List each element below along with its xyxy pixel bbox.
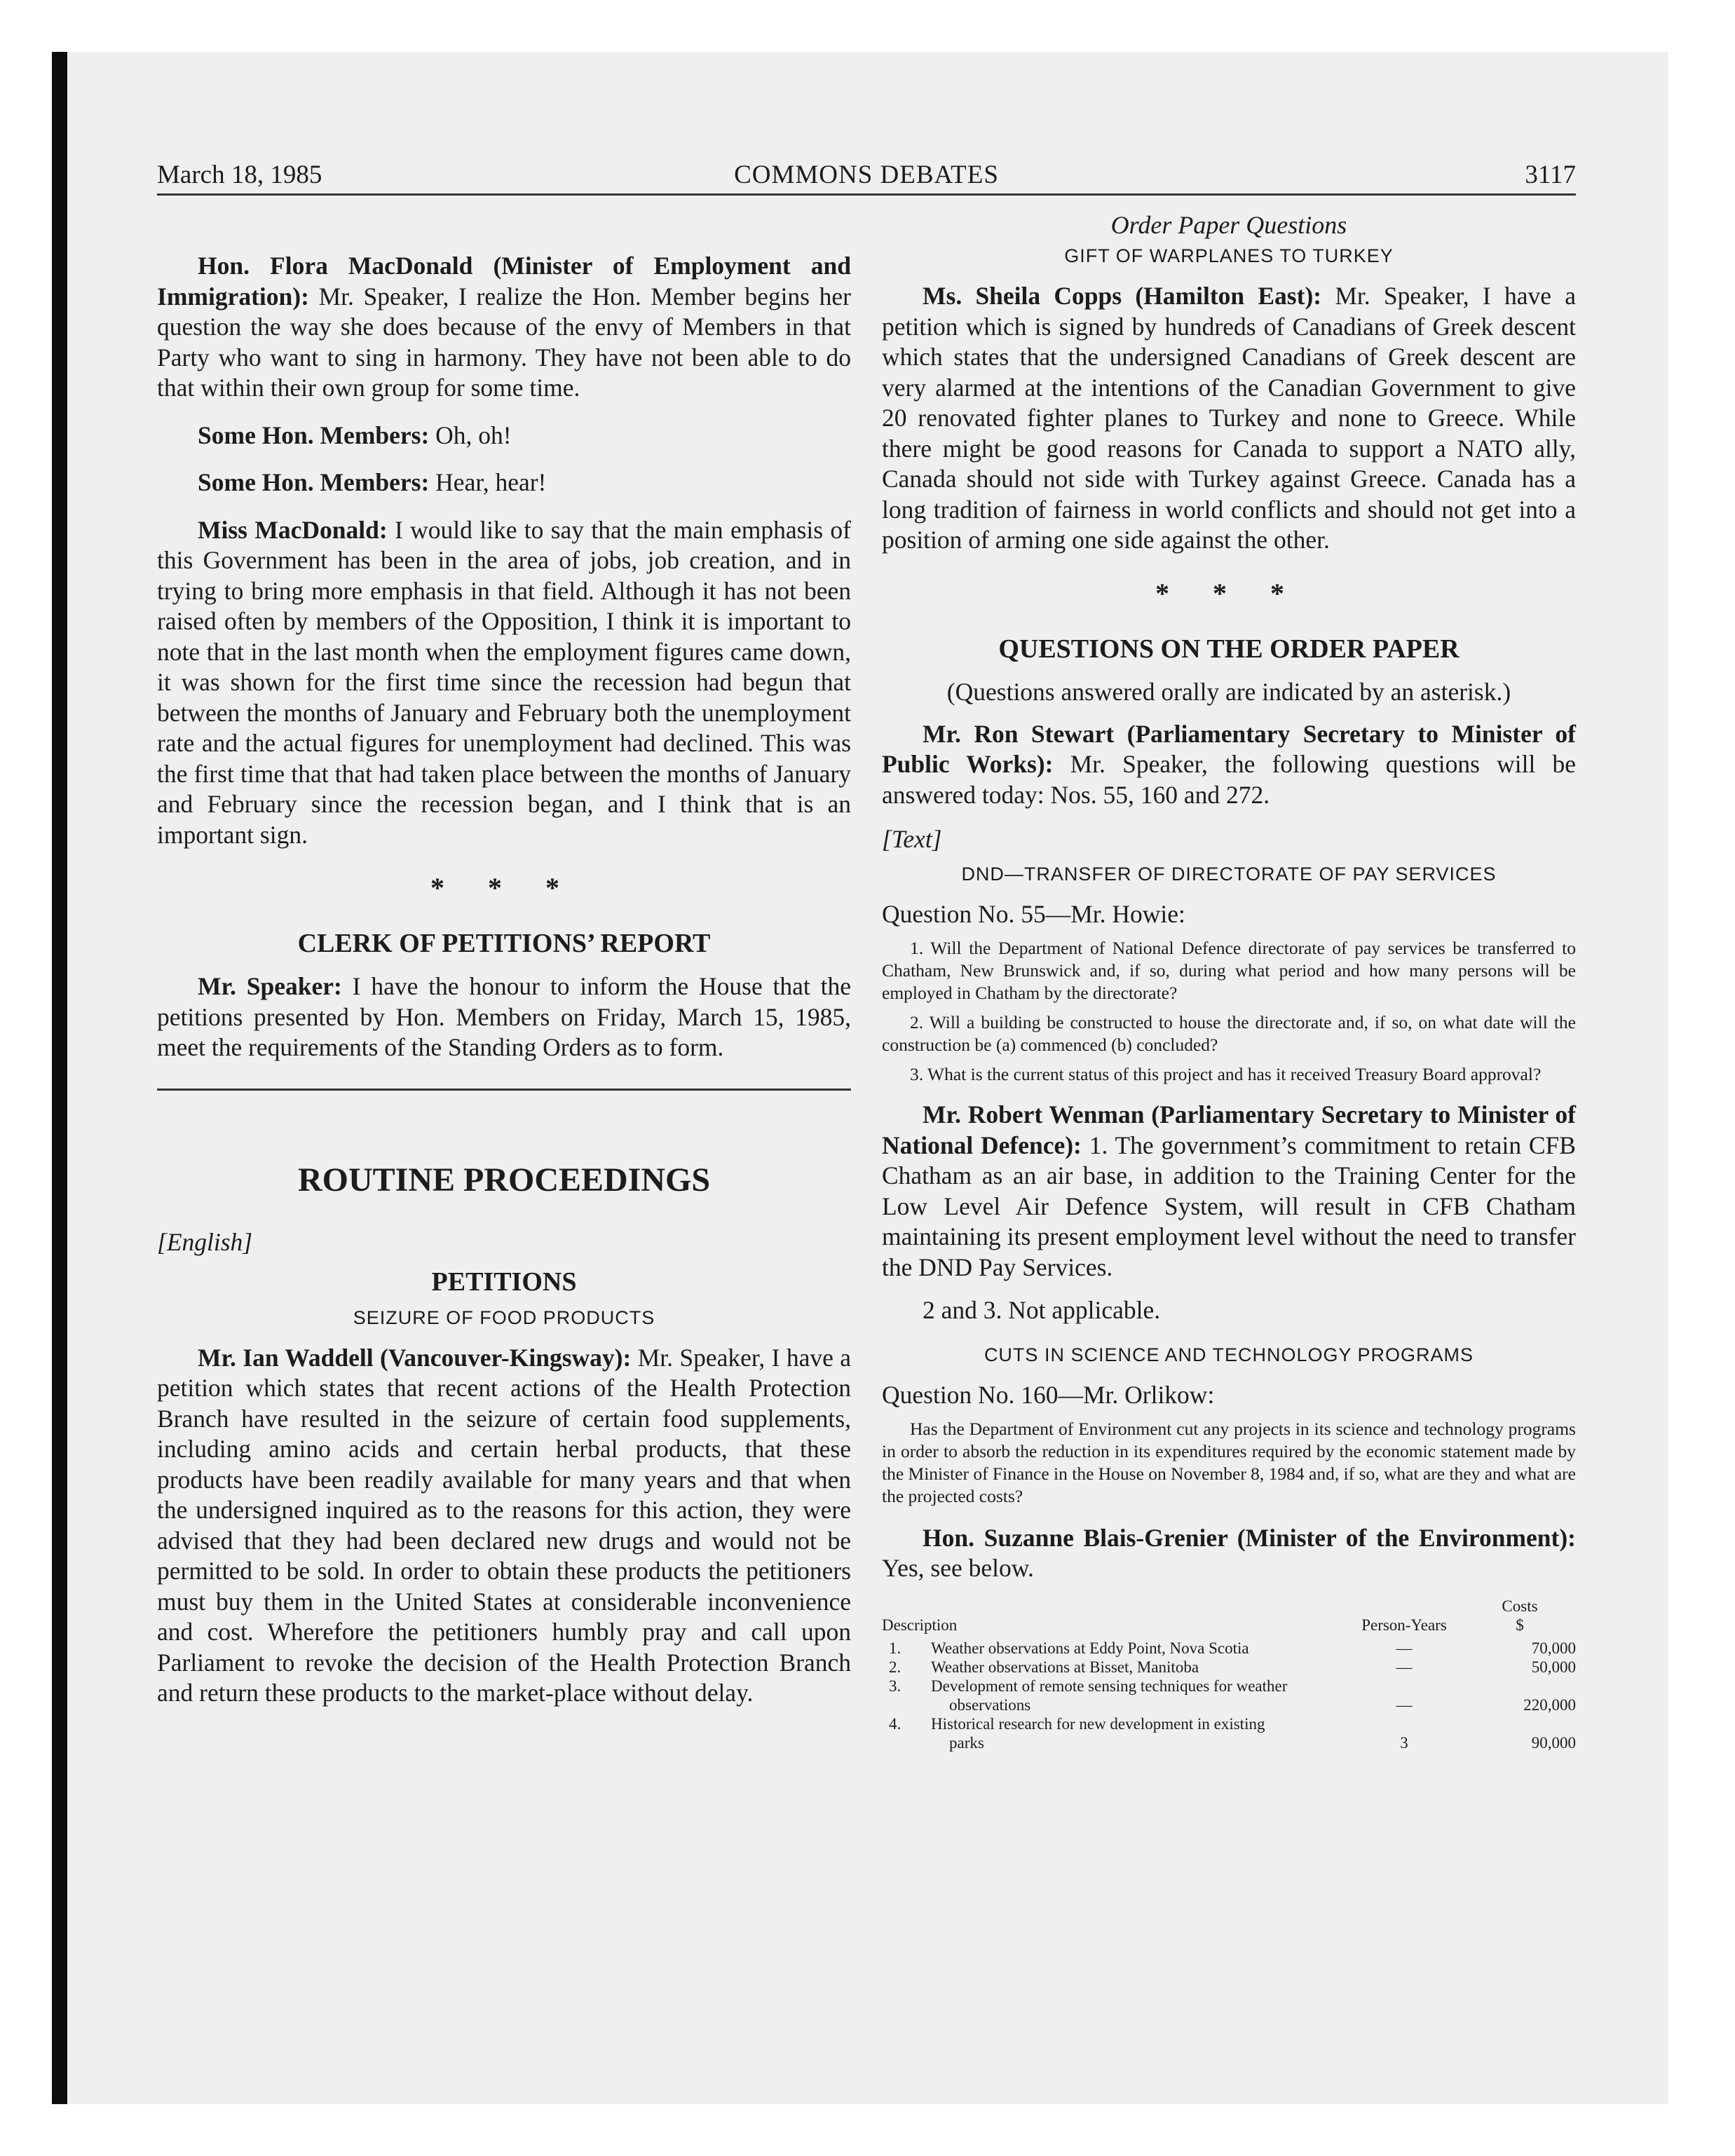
speaker-name: Mr. Speaker: (198, 972, 342, 1000)
speaker-name: Mr. Ron Stewart (Parliamentary Secretary to Minister of Public Works): (882, 719, 1576, 778)
costs-table (882, 1597, 1576, 1752)
row-person-years: — (1396, 1639, 1413, 1657)
table-header-row-2 (882, 1616, 1576, 1635)
dnd-heading: DND—TRANSFER OF DIRECTORATE OF PAY SERVICES (961, 864, 1497, 885)
table-row (882, 1658, 1576, 1677)
costs-label: Costs (1502, 1597, 1538, 1615)
description-label: Description (882, 1616, 958, 1634)
speech-text: Mr. Speaker, the following questions will be answered today: Nos. 55, 160 and 272. (882, 750, 1576, 809)
speaker-name: Mr. Robert Wenman (Parliamentary Secretary to Minister of National Defence): (882, 1100, 1576, 1159)
table-row (882, 1714, 1576, 1733)
questions-heading: QUESTIONS ON THE ORDER PAPER (998, 634, 1460, 664)
paragraph-copps (882, 281, 1576, 556)
row-person-years: — (1396, 1658, 1413, 1676)
speaker-name: Ms. Sheila Copps (Hamilton East): (923, 282, 1322, 310)
row-number: 1. (889, 1639, 901, 1657)
order-paper-heading: Order Paper Questions (1110, 211, 1347, 239)
speech-text: Oh, oh! (429, 421, 512, 449)
row-number: 4. (889, 1714, 901, 1733)
table-header-row-1 (882, 1597, 1576, 1616)
row-cost: 50,000 (1531, 1658, 1576, 1676)
warplanes-heading: GIFT OF WARPLANES TO TURKEY (1064, 245, 1394, 266)
language-tag: [English] (157, 1227, 253, 1256)
speaker-name: Hon. Suzanne Blais-Grenier (Minister of the Environment): (923, 1523, 1576, 1552)
speaker-name: Some Hon. Members: (198, 421, 430, 449)
speech-text: Mr. Speaker, I realize the Hon. Member begins her question the way she does because of the envy of Members in that Party who want to sing in harmony. They have not been able to do that within their own group for some time. (157, 282, 851, 402)
dollar-label: $ (1516, 1616, 1524, 1634)
cuts-heading: CUTS IN SCIENCE AND TECHNOLOGY PROGRAMS (984, 1344, 1474, 1365)
seizure-heading: SEIZURE OF FOOD PRODUCTS (353, 1306, 655, 1328)
speaker-name: Mr. Ian Waddell (Vancouver-Kingsway): (198, 1343, 632, 1372)
paragraph-interjection-2 (157, 468, 851, 498)
table-row (882, 1677, 1576, 1696)
clerk-heading: CLERK OF PETITIONS’ REPORT (297, 929, 711, 958)
speaker-name: Some Hon. Members: (198, 468, 430, 496)
asterisk-note: (Questions answered orally are indicated by an asterisk.) (946, 677, 1511, 706)
header-title: COMMONS DEBATES (734, 161, 999, 189)
speaker-name: Miss MacDonald: (198, 515, 388, 544)
question-55-heading: Question No. 55—Mr. Howie: (882, 900, 1185, 928)
row-cost: 70,000 (1531, 1639, 1576, 1657)
speech-text: Mr. Speaker, I have a petition which is signed by hundreds of Canadians of Greek descent which states that the undersigned Canadians of Greek descent are very alarmed at the intentions of the Canadian Government to give 20 renovated fighter planes to Turkey and none to Greece. While there might be good reasons for Canada to support a NATO ally, Canada should not side with Turkey against Greece. Canada has a long tradition of fairness in world conflicts and should not get into a position of arming one side against the other. (882, 282, 1576, 554)
row-person-years: — (1396, 1696, 1413, 1714)
question-55-part-3: 3. What is the current status of this project and has it received Treasury Board approval? (910, 1064, 1542, 1084)
section-separator: * * * (430, 872, 578, 903)
header-page-number: 3117 (1525, 161, 1576, 189)
row-number: 2. (889, 1658, 901, 1676)
row-description: Development of remote sensing techniques for weather (931, 1677, 1288, 1695)
table-row (882, 1635, 1576, 1658)
paragraph-wenman (882, 1100, 1576, 1283)
row-cost: 220,000 (1523, 1696, 1576, 1714)
paragraph-waddell (157, 1343, 851, 1709)
speech-text: 1. The government’s commitment to retain CFB Chatham as an air base, in addition to the Training Center for the Low Level Air Defence System, will result in CFB Chatham maintaining its present employment level without the need to transfer the DND Pay Services. (882, 1131, 1576, 1281)
row-description-continued: parks (949, 1733, 984, 1752)
horizontal-rule (157, 1089, 851, 1091)
paragraph-speaker (157, 971, 851, 1063)
row-cost: 90,000 (1531, 1733, 1576, 1752)
row-description: Historical research for new development in existing (931, 1714, 1265, 1733)
row-description: Weather observations at Eddy Point, Nova Scotia (931, 1639, 1249, 1657)
speech-text: Yes, see below. (882, 1554, 1034, 1582)
row-person-years: 3 (1400, 1733, 1408, 1752)
question-55-part-1: 1. Will the Department of National Defence directorate of pay services be transferred to Chatham, New Brunswick and, if so, during what period and how many persons will be employed in Chatham by the directorate? (882, 938, 1576, 1003)
right-column (882, 210, 1576, 1752)
paragraph-not-applicable: 2 and 3. Not applicable. (923, 1296, 1161, 1324)
left-column (157, 210, 851, 1721)
table-row-continued (882, 1696, 1576, 1714)
section-separator: * * * (1155, 577, 1302, 609)
speech-text: Mr. Speaker, I have a petition which states that recent actions of the Health Protection Branch have resulted in the seizure of certain food supplements, including amino acids and certain herbal products, that these products have been readily available for many years and that when the undersigned inquired as to the reasons for this action, they were advised that they had been declared new drugs and would not be permitted to be sold. In order to obtain these products the petitioners must buy them in the United States at considerable inconvenience and cost. Wherefore the petitioners humbly pray and call upon Parliament to revoke the decision of the Health Protection Branch and return these products to the market-place without delay. (157, 1343, 851, 1707)
row-number: 3. (889, 1677, 901, 1695)
speech-text: Hear, hear! (429, 468, 547, 496)
binding-edge (52, 52, 67, 2104)
row-description: Weather observations at Bisset, Manitoba (931, 1658, 1199, 1676)
paragraph-macdonald-2 (157, 515, 851, 851)
header-date: March 18, 1985 (157, 161, 322, 189)
speaker-name: Hon. Flora MacDonald (Minister of Employment and Immigration): (157, 252, 851, 311)
row-description-continued: observations (949, 1696, 1031, 1714)
routine-proceedings-heading: ROUTINE PROCEEDINGS (297, 1161, 711, 1199)
petitions-heading: PETITIONS (431, 1267, 577, 1297)
person-years-label: Person-Years (1361, 1616, 1447, 1634)
paragraph-blais-grenier (882, 1523, 1576, 1584)
paragraph-stewart (882, 719, 1576, 811)
speech-text: I would like to say that the main emphasis of this Government has been in the area of jobs, job creation, and in trying to bring more emphasis in that field. Although it has not been raised often by members of the Opposition, I think it is important to note that in the last month when the employment figures came down, it was shown for the first time since the recession had begun that between the months of January and February both the unemployment rate and the actual figures for unemployment had declined. This was the first time that that had taken place between the months of January and February since the recession began, and I think that is an important sign. (157, 515, 851, 849)
question-55-part-2: 2. Will a building be constructed to house the directorate and, if so, on what date will the construction be (a) commenced (b) concluded? (882, 1012, 1576, 1055)
page-header (157, 160, 1576, 196)
table-row-continued (882, 1733, 1576, 1752)
paragraph-macdonald-1 (157, 251, 851, 404)
text-tag: [Text] (882, 825, 942, 853)
question-160-text: Has the Department of Environment cut any projects in its science and technology programs in order to absorb the reduction in its expenditures required by the economic statement made by the Minister of Finance in the House on November 8, 1984 and, if so, what are they and what are the projected costs? (882, 1418, 1576, 1506)
speech-text: I have the honour to inform the House that the petitions presented by Hon. Members on Friday, March 15, 1985, meet the requirements of the Standing Orders as to form. (157, 972, 851, 1061)
paragraph-interjection-1 (157, 421, 851, 451)
question-160-heading: Question No. 160—Mr. Orlikow: (882, 1380, 1215, 1409)
